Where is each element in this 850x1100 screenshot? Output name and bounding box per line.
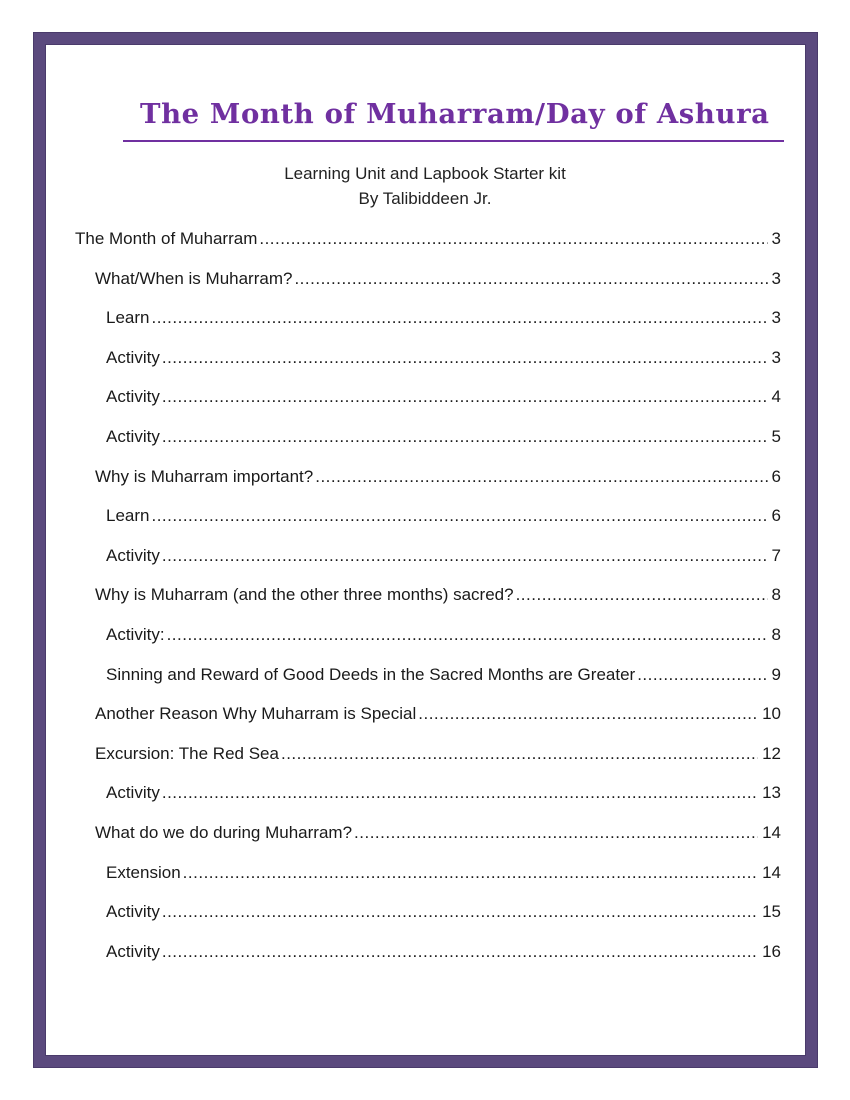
toc-entry-label: Why is Muharram (and the other three months) sacred? — [95, 585, 514, 605]
toc-entry[interactable] — [95, 585, 781, 607]
toc-entry-page-number: 8 — [771, 585, 781, 605]
toc-entry-page-number: 9 — [771, 664, 781, 684]
toc-dot-leader — [167, 625, 768, 645]
toc-entry-page-number: 14 — [762, 862, 781, 882]
toc-entry-page-number: 15 — [762, 902, 781, 922]
toc-entry-label: Learn — [106, 308, 150, 328]
title-underline — [123, 140, 784, 142]
toc-entry-page-number: 3 — [771, 229, 781, 248]
toc-entry-label: Why is Muharram important? — [95, 466, 314, 486]
toc-entry-page-number: 13 — [762, 783, 781, 803]
toc-entry-label: Activity — [106, 387, 160, 407]
toc-entry[interactable] — [106, 308, 781, 330]
toc-entry-label: Extension — [106, 862, 181, 882]
toc-entry[interactable] — [106, 348, 781, 370]
toc-dot-leader — [151, 308, 767, 328]
toc-dot-leader — [516, 585, 768, 605]
toc-entry[interactable] — [75, 229, 781, 251]
toc-dot-leader — [162, 348, 768, 368]
toc-entry-label: Activity — [106, 427, 160, 446]
toc-entry[interactable] — [106, 942, 781, 964]
toc-entry-label: The Month of Muharram — [75, 229, 258, 248]
toc-entry-label: Activity — [106, 545, 160, 565]
toc-entry-page-number: 7 — [771, 545, 781, 565]
toc-dot-leader — [259, 229, 767, 249]
toc-entry-label: Excursion: The Red Sea — [95, 743, 279, 763]
toc-entry-page-number: 6 — [771, 506, 781, 526]
toc-dot-leader — [183, 863, 758, 883]
toc-dot-leader — [315, 467, 767, 487]
toc-entry-page-number: 3 — [771, 347, 781, 367]
toc-entry-page-number: 5 — [771, 427, 781, 446]
toc-entry[interactable] — [106, 625, 781, 647]
toc-entry[interactable] — [106, 665, 781, 687]
toc-entry-label: Learn — [106, 506, 150, 526]
toc-entry-label: What do we do during Muharram? — [95, 823, 353, 842]
toc-entry-page-number: 3 — [771, 268, 781, 288]
toc-entry-label: Another Reason Why Muharram is Special — [95, 704, 417, 724]
toc-entry[interactable] — [95, 467, 781, 489]
toc-entry-page-number: 10 — [762, 704, 781, 724]
toc-entry-page-number: 16 — [762, 941, 781, 961]
toc-entry[interactable] — [106, 863, 781, 885]
subtitle-line-1: Learning Unit and Lapbook Starter kit — [284, 164, 566, 183]
document-title: The Month of Muharram/Day of Ashura — [140, 98, 770, 130]
toc-entry-page-number: 3 — [771, 308, 781, 328]
toc-dot-leader — [162, 546, 768, 566]
toc-entry[interactable] — [106, 902, 781, 924]
toc-dot-leader — [294, 269, 767, 289]
toc-entry[interactable] — [106, 546, 781, 568]
toc-dot-leader — [354, 823, 758, 843]
toc-entry-page-number: 8 — [771, 625, 781, 644]
toc-entry[interactable] — [95, 823, 781, 845]
toc-entry-label: Activity — [106, 783, 160, 803]
toc-dot-leader — [151, 506, 767, 526]
subtitle-line-2: By Talibiddeen Jr. — [358, 189, 492, 208]
toc-entry-label: Activity — [106, 902, 160, 922]
toc-entry-page-number: 6 — [771, 466, 781, 486]
toc-dot-leader — [162, 942, 758, 962]
toc-entry[interactable] — [106, 387, 781, 409]
toc-dot-leader — [162, 783, 758, 803]
toc-entry[interactable] — [106, 783, 781, 805]
toc-dot-leader — [281, 744, 758, 764]
toc-dot-leader — [637, 665, 767, 685]
toc-entry[interactable] — [106, 427, 781, 449]
toc-entry-label: Activity — [106, 941, 160, 961]
toc-entry-page-number: 12 — [762, 743, 781, 763]
toc-dot-leader — [162, 902, 758, 922]
toc-entry-label: Sinning and Reward of Good Deeds in the Sacred Months are Greater — [106, 664, 636, 684]
toc-entry-page-number: 4 — [771, 387, 781, 407]
toc-entry-label: Activity: — [106, 625, 165, 644]
toc-entry-label: What/When is Muharram? — [95, 268, 293, 288]
toc-entry[interactable] — [95, 744, 781, 766]
toc-dot-leader — [418, 704, 758, 724]
toc-entry[interactable] — [95, 269, 781, 291]
toc-entry-page-number: 14 — [762, 823, 781, 842]
toc-entry-label: Activity — [106, 347, 160, 367]
toc-dot-leader — [162, 387, 768, 407]
toc-dot-leader — [162, 427, 768, 447]
toc-entry[interactable] — [95, 704, 781, 726]
toc-entry[interactable] — [106, 506, 781, 528]
